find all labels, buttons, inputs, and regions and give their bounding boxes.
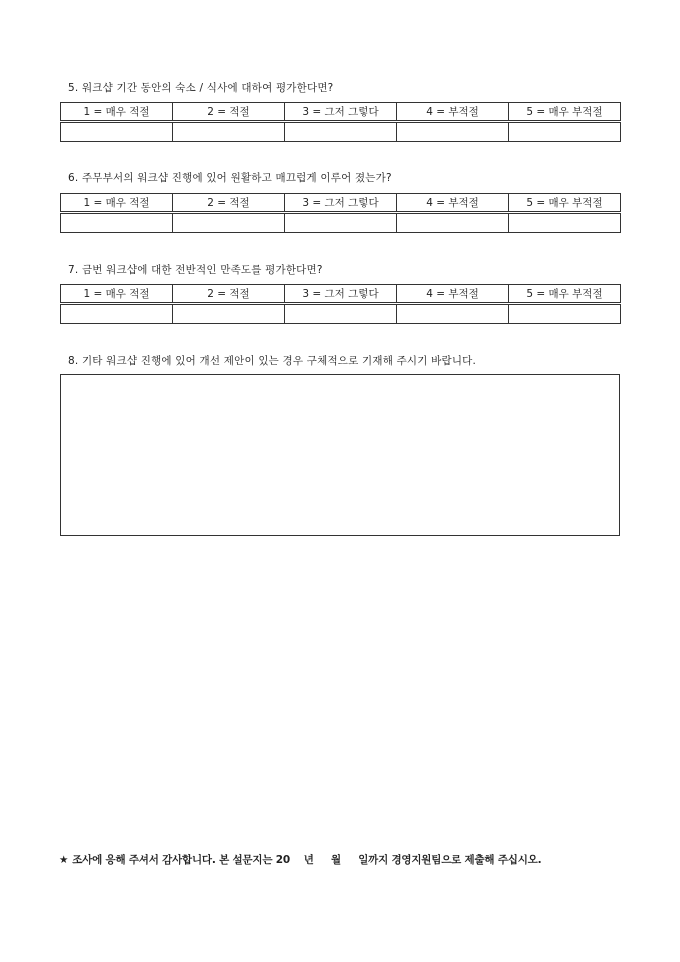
answer-cell-3[interactable] bbox=[285, 122, 397, 142]
answer-cell-4[interactable] bbox=[397, 213, 509, 233]
answer-cell-1[interactable] bbox=[61, 304, 173, 324]
question-7-title: 7. 금번 워크샵에 대한 전반적인 만족도를 평가한다면? bbox=[68, 264, 323, 276]
answer-cell-1[interactable] bbox=[61, 122, 173, 142]
answer-cell-5[interactable] bbox=[509, 213, 621, 233]
option-1-label: 1 = 매우 적절 bbox=[61, 285, 173, 304]
answer-cell-2[interactable] bbox=[173, 122, 285, 142]
answer-cell-1[interactable] bbox=[61, 213, 173, 233]
footer-note bbox=[59, 852, 541, 867]
answer-cell-5[interactable] bbox=[509, 304, 621, 324]
question-8-title: 8. 기타 워크샵 진행에 있어 개선 제안이 있는 경우 구체적으로 기재해 주시기 바랍니다. bbox=[68, 355, 477, 367]
answer-cell-3[interactable] bbox=[285, 213, 397, 233]
star-icon: ★ bbox=[59, 854, 69, 866]
comment-textbox[interactable] bbox=[60, 374, 620, 536]
answer-cell-2[interactable] bbox=[173, 304, 285, 324]
footer-text: 조사에 응해 주셔서 감사합니다. 본 설문지는 20 년 월 일까지 경영지원팀으로 제출해 주십시오. bbox=[72, 854, 542, 866]
option-3-label: 3 = 그저 그렇다 bbox=[285, 194, 397, 213]
answer-cell-5[interactable] bbox=[509, 122, 621, 142]
question-7-scale bbox=[60, 284, 621, 324]
option-4-label: 4 = 부적절 bbox=[397, 194, 509, 213]
option-1-label: 1 = 매우 적절 bbox=[61, 194, 173, 213]
answer-cell-4[interactable] bbox=[397, 122, 509, 142]
option-5-label: 5 = 매우 부적절 bbox=[509, 285, 621, 304]
option-2-label: 2 = 적절 bbox=[173, 103, 285, 122]
question-6-title: 6. 주무부서의 워크샵 진행에 있어 원활하고 매끄럽게 이루어 졌는가? bbox=[68, 172, 392, 184]
option-5-label: 5 = 매우 부적절 bbox=[509, 194, 621, 213]
option-3-label: 3 = 그저 그렇다 bbox=[285, 103, 397, 122]
answer-cell-3[interactable] bbox=[285, 304, 397, 324]
option-5-label: 5 = 매우 부적절 bbox=[509, 103, 621, 122]
option-2-label: 2 = 적절 bbox=[173, 285, 285, 304]
question-6-scale bbox=[60, 193, 621, 233]
option-1-label: 1 = 매우 적절 bbox=[61, 103, 173, 122]
question-5-title: 5. 워크샵 기간 동안의 숙소 / 식사에 대하여 평가한다면? bbox=[68, 82, 334, 94]
option-2-label: 2 = 적절 bbox=[173, 194, 285, 213]
answer-cell-2[interactable] bbox=[173, 213, 285, 233]
question-5-scale bbox=[60, 102, 621, 142]
option-3-label: 3 = 그저 그렇다 bbox=[285, 285, 397, 304]
option-4-label: 4 = 부적절 bbox=[397, 285, 509, 304]
option-4-label: 4 = 부적절 bbox=[397, 103, 509, 122]
answer-cell-4[interactable] bbox=[397, 304, 509, 324]
